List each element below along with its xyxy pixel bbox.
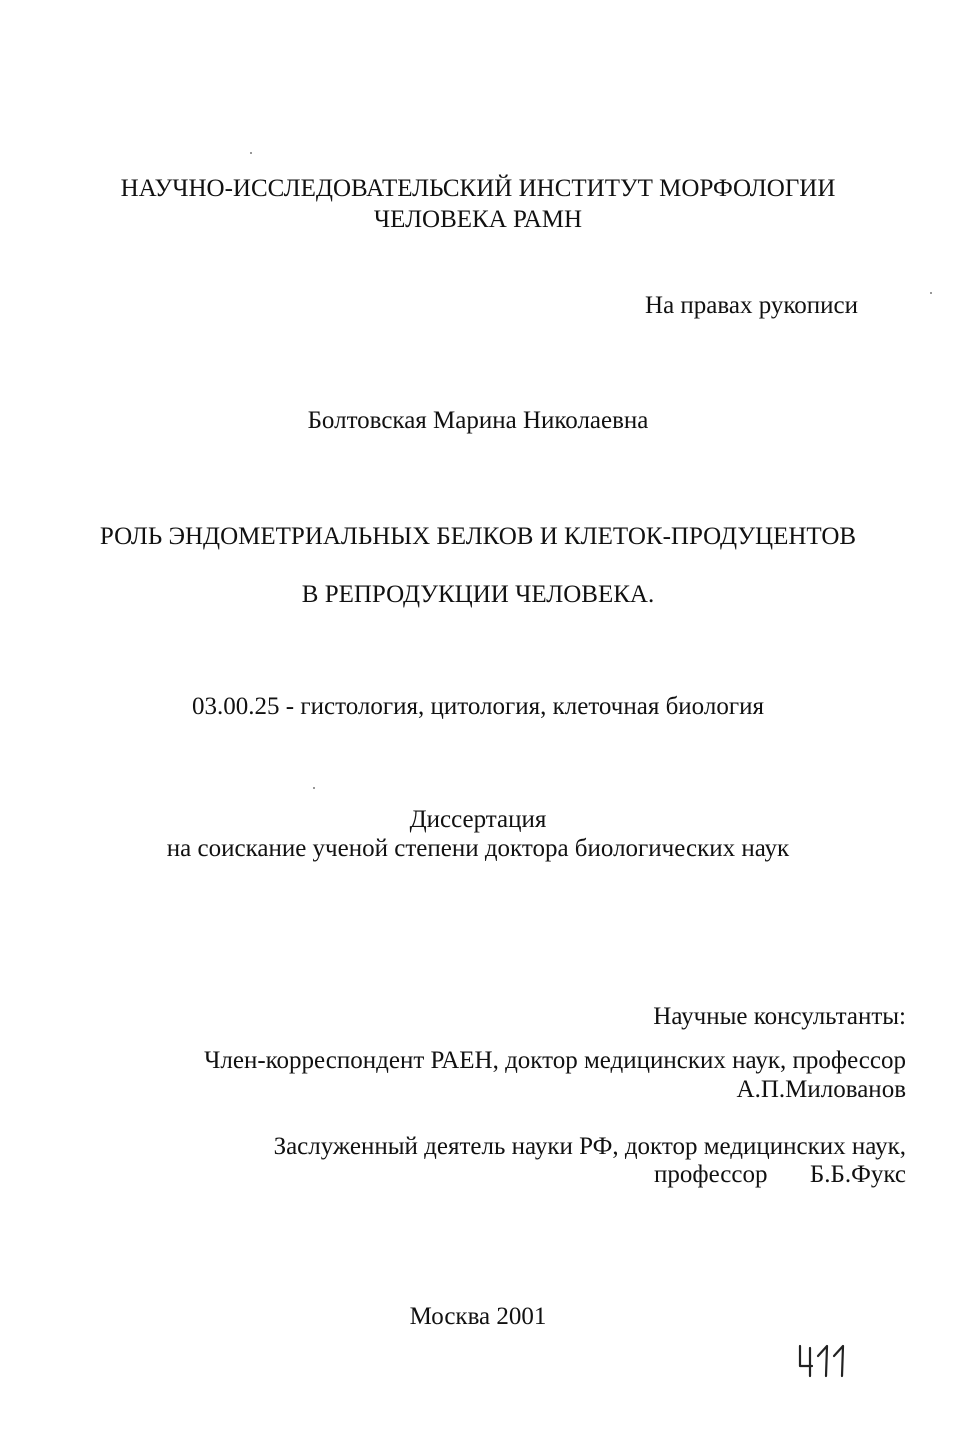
institute-line-1: НАУЧНО-ИССЛЕДОВАТЕЛЬСКИЙ ИНСТИТУТ МОРФОЛОГИИ xyxy=(120,175,836,202)
consultant-1-name: А.П.Милованов xyxy=(736,1076,906,1103)
consultant-2-rank: профессор xyxy=(654,1161,768,1188)
specialty-code: 03.00.25 - гистология, цитология, клеточная биология xyxy=(192,693,764,720)
consultant-1-title: Член-корреспондент РАЕН, доктор медицинских наук, профессор xyxy=(204,1047,906,1074)
scan-speck xyxy=(250,152,252,154)
degree-line-2: на соискание ученой степени доктора биологических наук xyxy=(166,835,790,862)
degree-line-1: Диссертация xyxy=(409,806,547,833)
consultants-heading: Научные консультанты: xyxy=(653,1003,906,1030)
place-year: Москва 2001 xyxy=(409,1303,547,1330)
scan-speck xyxy=(930,292,932,294)
consultant-2-title: Заслуженный деятель науки РФ, доктор медицинских наук, xyxy=(273,1133,906,1160)
dissertation-title-line-1: РОЛЬ ЭНДОМЕТРИАЛЬНЫХ БЕЛКОВ И КЛЕТОК-ПРОДУЦЕНТОВ xyxy=(99,523,857,550)
handwritten-page-number xyxy=(796,1342,856,1382)
consultant-2-name: Б.Б.Фукс xyxy=(809,1161,906,1188)
scan-speck xyxy=(313,787,315,789)
manuscript-note: На правах рукописи xyxy=(645,292,858,319)
author-name: Болтовская Марина Николаевна xyxy=(307,407,649,434)
dissertation-title-line-2: В РЕПРОДУКЦИИ ЧЕЛОВЕКА. xyxy=(301,581,655,608)
institute-line-2: ЧЕЛОВЕКА РАМН xyxy=(373,206,583,233)
